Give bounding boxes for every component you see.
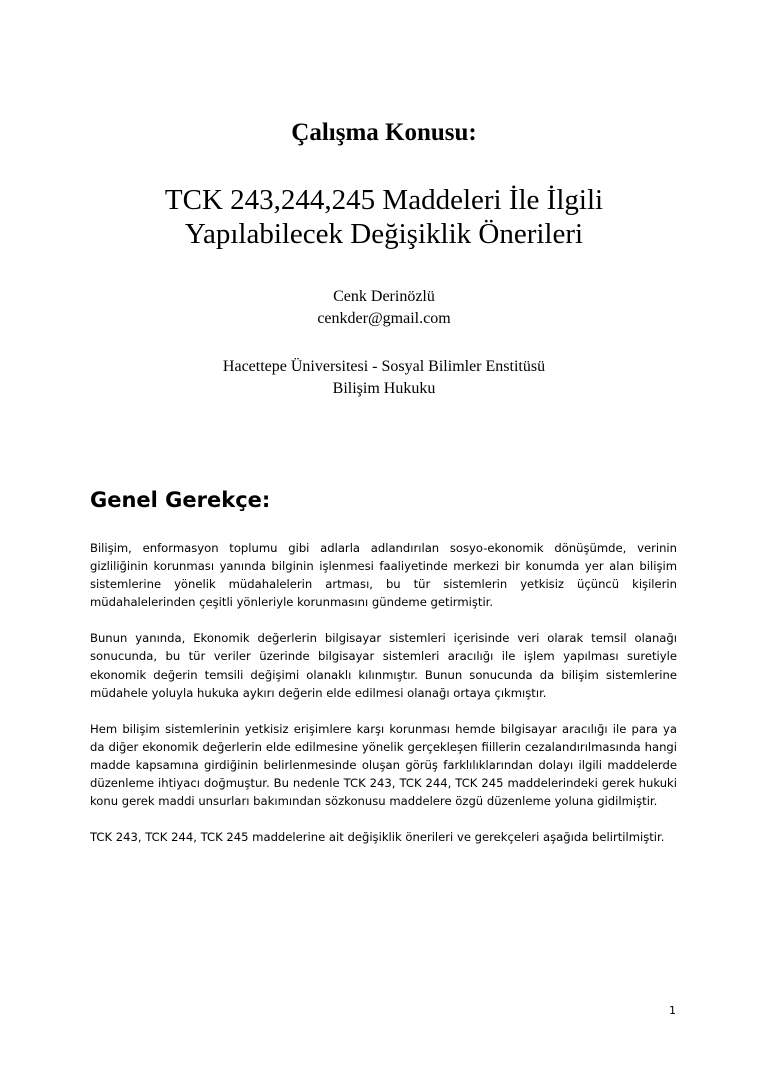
- study-topic-heading: Çalışma Konusu:: [291, 119, 477, 146]
- affiliation-institution: Hacettepe Üniversitesi - Sosyal Bilimler Enstitüsü: [222, 358, 546, 375]
- paragraph: Bilişim, enformasyon toplumu gibi adlarla adlandırılan sosyo-ekonomik dönüşümde, verinin gizliliğinin korunması yanında bilginin işlenmesi faaliyetinde merkezi bir konumda yer alan bilişim sistemlerine yönelik müdahalelerin artması, bu tür sistemlerin yetkisiz üçüncü kişilerin müdahalelerinden çeşitli yönleriyle korunmasını gündeme getirmiştir.: [90, 541, 677, 610]
- affiliation-block: [0, 356, 768, 400]
- document-title: [0, 183, 768, 251]
- title-line-2: Yapılabilecek Değişiklik Önerileri: [184, 218, 584, 250]
- page-number: 1: [669, 1004, 676, 1017]
- author-email: cenkder@gmail.com: [317, 310, 451, 327]
- author-block: [0, 286, 768, 330]
- section-heading: Genel Gerekçe:: [90, 488, 271, 512]
- paragraph: Hem bilişim sistemlerinin yetkisiz erişimlere karşı korunması hemde bilgisayar aracılığı ile para ya da diğer ekonomik değerlerin elde edilmesine yönelik gerçekleşen fiillerin cezalandırılmasında hangi madde kapsamına girdiğinin belirlenmesinde oluşan görüş farklılıklarından dolayı ilgili maddelerde düzenleme ihtiyacı doğmuştur. Bu nedenle TCK 243, TCK 244, TCK 245 maddelerindeki gerek hukuki konu gerek maddi unsurları bakımından sözkonusu maddelere özgü düzenleme yoluna gidilmiştir.: [90, 721, 677, 809]
- paragraph: TCK 243, TCK 244, TCK 245 maddelerine ait değişiklik önerileri ve gerekçeleri aşağıda belirtilmiştir.: [90, 830, 665, 845]
- affiliation-department: Bilişim Hukuku: [332, 380, 436, 397]
- paragraph: Bunun yanında, Ekonomik değerlerin bilgisayar sistemleri içerisinde veri olarak temsil olanağı sonucunda, bu tür veriler üzerinde bilgisayar sistemleri aracılığı ile işlem yapılması suretiyle ekonomik değerin temsili değişimi olanaklı kılınmıştır. Bunun sonucunda da bilişim sistemlerine müdahele yoluyla hukuka aykırı değerin elde edilmesi olanağı ortaya çıkmıştır.: [90, 631, 677, 700]
- body-text: [90, 539, 677, 864]
- title-line-1: TCK 243,244,245 Maddeleri İle İlgili: [164, 184, 604, 216]
- author-name: Cenk Derinözlü: [333, 288, 435, 305]
